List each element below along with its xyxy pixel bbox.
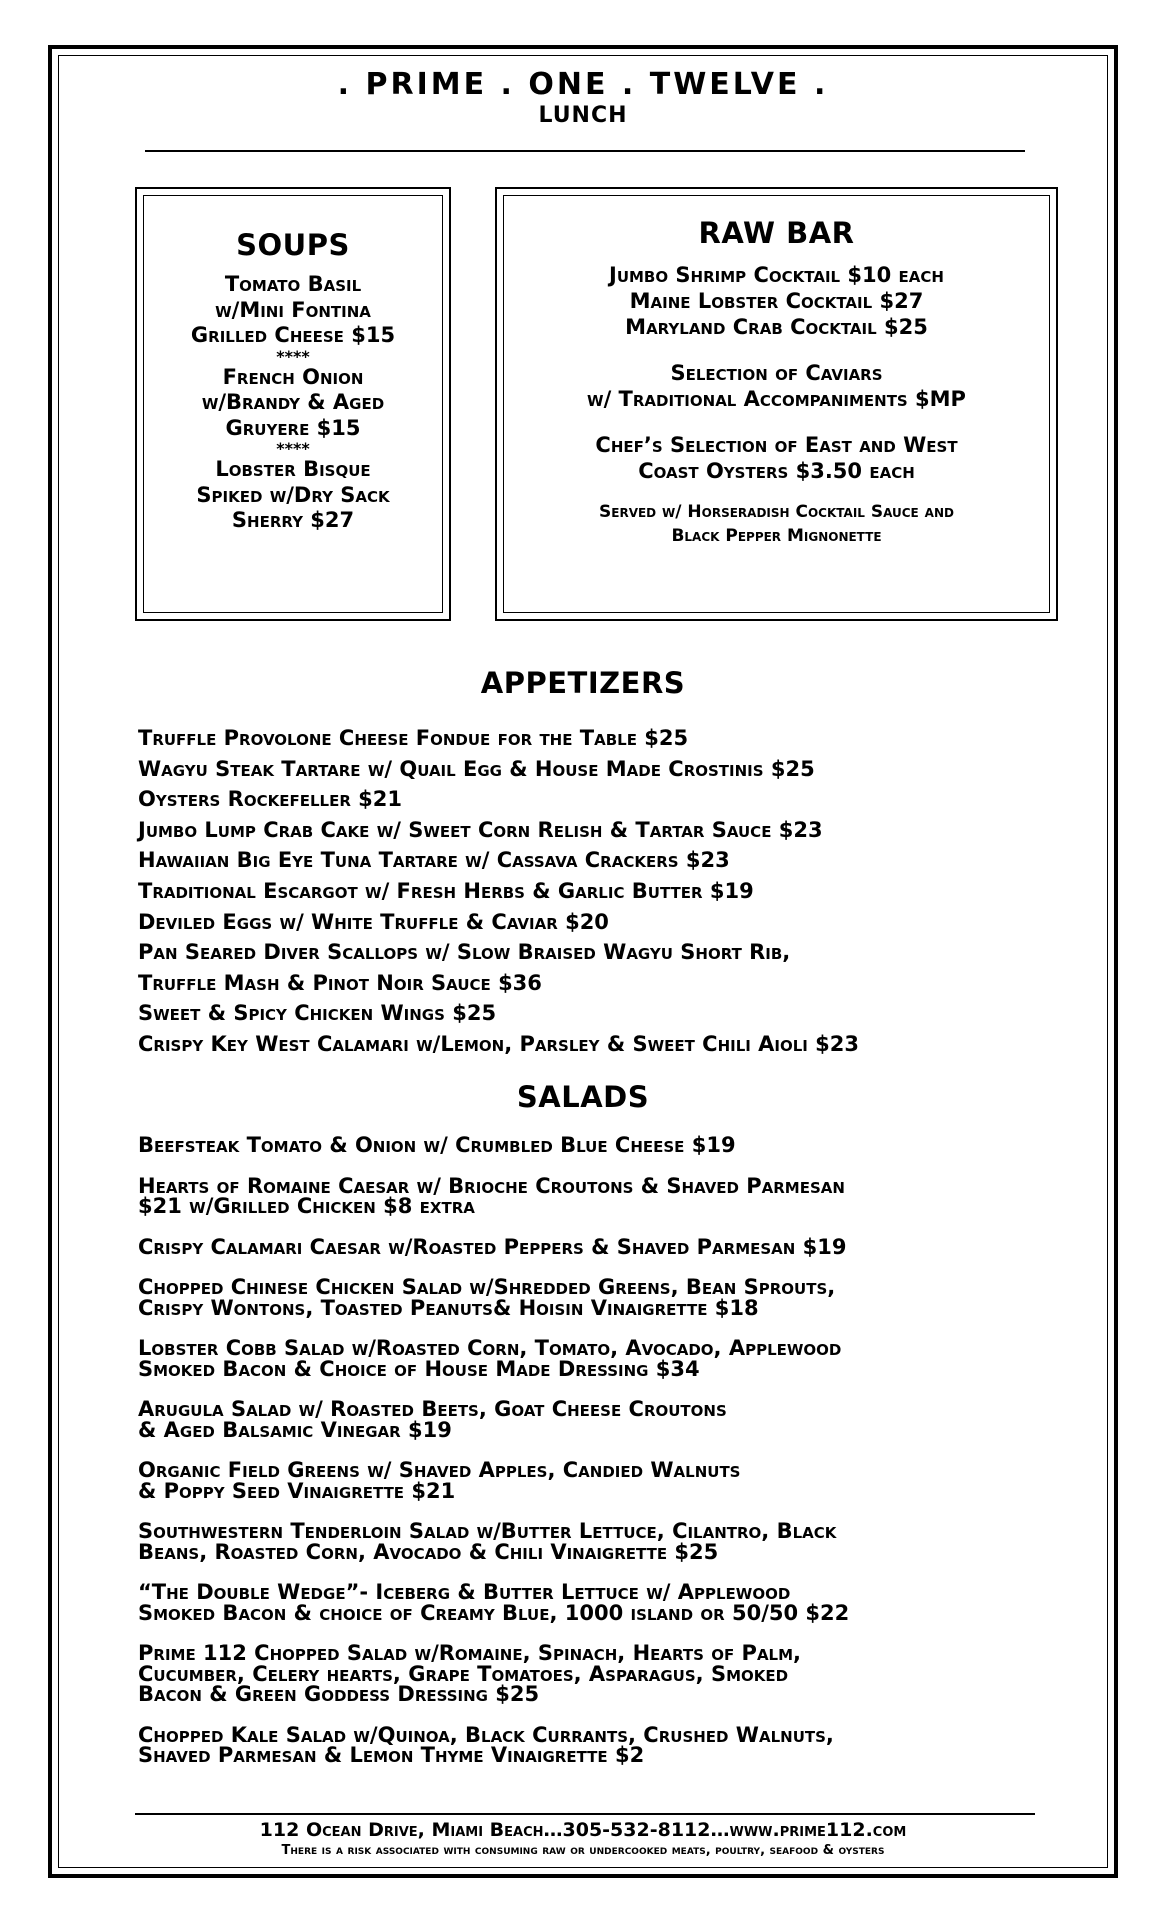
- salad-line: Shaved Parmesan & Lemon Thyme Vinaigrette $2: [138, 1743, 645, 1767]
- salad-line: Beefsteak Tomato & Onion w/ Crumbled Blue Cheese $19: [138, 1133, 736, 1157]
- salad-line: Lobster Cobb Salad w/Roasted Corn, Tomato, Avocado, Applewood: [138, 1336, 842, 1360]
- footer-address: 112 Ocean Drive, Miami Beach…305-532-8112…www.prime112.com: [259, 1819, 907, 1841]
- soup-line: Lobster Bisque: [215, 457, 371, 481]
- soup-line: Gruyere $15: [225, 415, 361, 440]
- salad-line: Chopped Chinese Chicken Salad w/Shredded Greens, Bean Sprouts,: [138, 1275, 836, 1299]
- soup-line: w/Mini Fontina: [215, 297, 371, 322]
- salad-line: Smoked Bacon & choice of Creamy Blue, 1000 island or 50/50 $22: [138, 1600, 850, 1625]
- salad-line: Beans, Roasted Corn, Avocado & Chili Vinaigrette $25: [138, 1539, 719, 1564]
- salad-line: Hearts of Romaine Caesar w/ Brioche Croutons & Shaved Parmesan: [138, 1173, 845, 1198]
- raw-bar-note: [503, 500, 1050, 548]
- salad-line: Organic Field Greens w/ Shaved Apples, Candied Walnuts: [138, 1458, 741, 1482]
- appetizer-line: Truffle Provolone Cheese Fondue for the Table $25: [138, 726, 689, 750]
- salad-item: [138, 1722, 1038, 1767]
- soups-list: [143, 272, 443, 534]
- appetizer-line: Crispy Key West Calamari w/Lemon, Parsley & Sweet Chili Aioli $23: [138, 1031, 860, 1056]
- soup-separator: ****: [276, 439, 310, 458]
- salad-item: [138, 1399, 1038, 1440]
- salad-line: Chopped Kale Salad w/Quinoa, Black Currants, Crushed Walnuts,: [138, 1722, 834, 1747]
- appetizer-line: Pan Seared Diver Scallops w/ Slow Braised Wagyu Short Rib,: [138, 940, 791, 965]
- raw-bar-item: Maine Lobster Cocktail $27: [629, 289, 924, 313]
- appetizer-line: Hawaiian Big Eye Tuna Tartare w/ Cassava Crackers $23: [138, 848, 730, 873]
- raw-bar-caviar: [503, 360, 1050, 412]
- salad-item: [138, 1521, 1038, 1562]
- appetizer-line: Jumbo Lump Crab Cake w/ Sweet Corn Relish & Tartar Sauce $23: [138, 817, 823, 842]
- soup-line: Sherry $27: [231, 508, 355, 532]
- restaurant-title: . PRIME . ONE . TWELVE .: [337, 67, 829, 102]
- salad-line: Prime 112 Chopped Salad w/Romaine, Spinach, Hearts of Palm,: [138, 1641, 802, 1665]
- raw-bar-item: Jumbo Shrimp Cocktail $10 each: [609, 263, 944, 287]
- raw-bar-note-line: Served w/ Horseradish Cocktail Sauce and: [599, 502, 954, 522]
- raw-bar-item: Chef’s Selection of East and West: [595, 433, 958, 457]
- raw-bar-note-line: Black Pepper Mignonette: [671, 526, 882, 546]
- soup-line: Tomato Basil: [224, 272, 362, 296]
- salad-item: [138, 1234, 1038, 1259]
- salad-line: Crispy Calamari Caesar w/Roasted Peppers & Shaved Parmesan $19: [138, 1234, 847, 1259]
- soup-line: w/Brandy & Aged: [201, 390, 385, 414]
- salad-item: [138, 1135, 1038, 1156]
- appetizers-list: [138, 723, 1038, 1060]
- header-divider: [145, 150, 1025, 152]
- appetizer-line: Oysters Rockefeller $21: [138, 787, 403, 812]
- salad-line: & Aged Balsamic Vinegar $19: [138, 1417, 452, 1442]
- salad-item: [138, 1338, 1038, 1379]
- salads-list: [138, 1135, 1038, 1766]
- salad-item: [138, 1582, 1038, 1623]
- menu-subtitle: LUNCH: [538, 103, 628, 128]
- salad-line: “The Double Wedge”- Iceberg & Butter Lettuce w/ Applewood: [138, 1580, 791, 1604]
- soups-heading: SOUPS: [236, 228, 350, 262]
- raw-bar-item: Coast Oysters $3.50 each: [638, 459, 915, 483]
- raw-bar-cocktails: [503, 262, 1050, 340]
- salad-line: Bacon & Green Goddess Dressing $25: [138, 1682, 540, 1706]
- raw-bar-item: Maryland Crab Cocktail $25: [625, 315, 928, 339]
- salad-line: $21 w/Grilled Chicken $8 extra: [138, 1194, 475, 1218]
- soups-section: [143, 228, 443, 534]
- footer-divider: [135, 1813, 1035, 1815]
- appetizer-line: Deviled Eggs w/ White Truffle & Caviar $20: [138, 909, 609, 934]
- appetizers-heading: APPETIZERS: [480, 666, 686, 700]
- salad-item: [138, 1643, 1038, 1705]
- appetizer-line: Traditional Escargot w/ Fresh Herbs & Garlic Butter $19: [138, 878, 754, 903]
- raw-bar-oysters: [503, 432, 1050, 484]
- salad-item: [138, 1460, 1038, 1501]
- salad-item: [138, 1173, 1038, 1218]
- salad-item: [138, 1277, 1038, 1318]
- soup-line: Grilled Cheese $15: [190, 323, 396, 347]
- appetizer-line: Truffle Mash & Pinot Noir Sauce $36: [138, 970, 542, 995]
- salad-line: & Poppy Seed Vinaigrette $21: [138, 1478, 456, 1503]
- raw-bar-item: w/ Traditional Accompaniments $MP: [587, 387, 966, 411]
- raw-bar-heading: RAW BAR: [698, 216, 855, 250]
- soup-line: Spiked w/Dry Sack: [196, 482, 390, 507]
- salad-line: Crispy Wontons, Toasted Peanuts& Hoisin Vinaigrette $18: [138, 1295, 759, 1320]
- footer-disclaimer: There is a risk associated with consuming raw or undercooked meats, poultry, seafood & oysters: [281, 1843, 885, 1858]
- appetizer-line: Sweet & Spicy Chicken Wings $25: [138, 1001, 497, 1026]
- soup-line: French Onion: [222, 364, 364, 389]
- salads-heading: SALADS: [516, 1080, 650, 1114]
- raw-bar-section: [503, 216, 1050, 548]
- salad-line: Cucumber, Celery hearts, Grape Tomatoes, Asparagus, Smoked: [138, 1661, 789, 1686]
- salad-line: Arugula Salad w/ Roasted Beets, Goat Cheese Croutons: [138, 1397, 727, 1421]
- salad-line: Southwestern Tenderloin Salad w/Butter Lettuce, Cilantro, Black: [138, 1519, 837, 1543]
- salad-line: Smoked Bacon & Choice of House Made Dressing $34: [138, 1356, 700, 1381]
- raw-bar-item: Selection of Caviars: [670, 361, 883, 385]
- appetizer-line: Wagyu Steak Tartare w/ Quail Egg & House Made Crostinis $25: [138, 756, 815, 781]
- soup-separator: ****: [276, 346, 310, 366]
